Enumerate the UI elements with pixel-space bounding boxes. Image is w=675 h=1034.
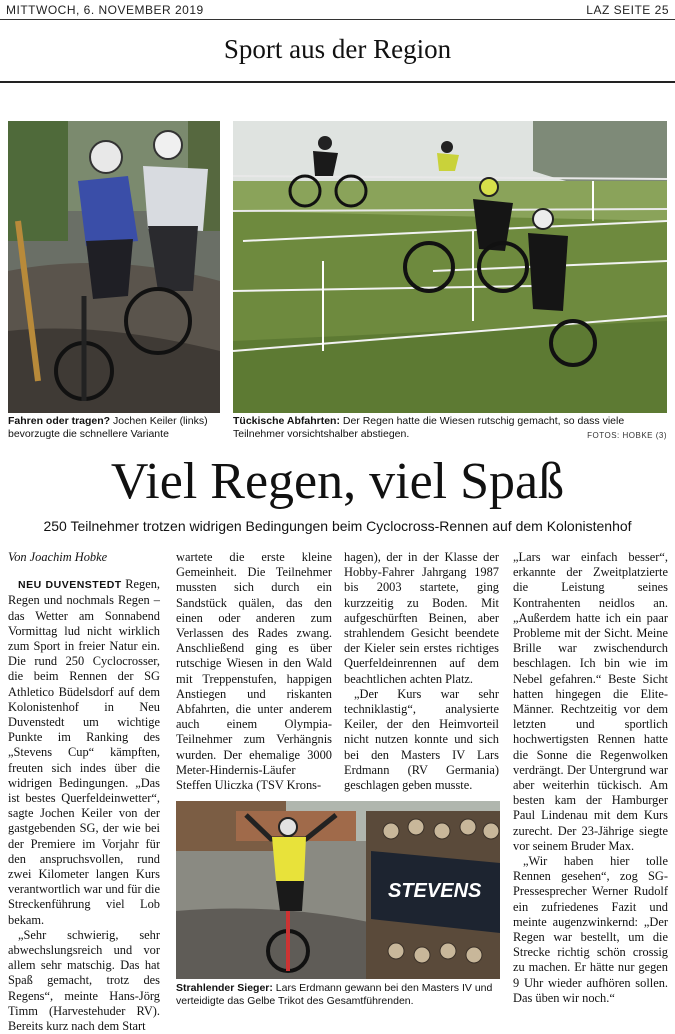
caption-text: Der Regen hatte die Wiesen rutschig gemacht, so dass viele Teilnehmer vorsichtshalber abstiegen. — [233, 415, 625, 440]
banner-text: STEVENS — [388, 880, 482, 902]
issue-date: MITTWOCH, 6. NOVEMBER 2019 — [6, 3, 204, 17]
paragraph: wartete die erste kleine Gemeinheit. Die Teilnehmer mussten sich durch ein Sandstück quälen, das den einen oder anderen zum Verlassen des Rades zwang. Anschließend ging es über rutschige Wiesen in den Wald mit Treppenstufen, happigen Anstiegen und riskanten Abfahrten, die unter anderem auch einem Olympia-Teilnehmer zum Verhängnis wurden. Der ehemalige 3000 Meter-Hindernis-Läufer Steffen Uliczka (TSV Krons- — [176, 550, 332, 793]
caption-bold: Tückische Abfahrten: — [233, 415, 340, 427]
photo-riders-mud — [8, 121, 220, 413]
article-column-2 — [176, 550, 332, 793]
paragraph-text: Regen, Regen und nochmals Regen – das Wetter am Sonnabend Vormittag lud nicht wirklich zum Sport in freier Natur ein. Die rund 250 Cyclocrosser, die beim Rennen der SG Athletico Büdelsdorf auf dem Kolonistenhof in Neu Duvenstedt um wichtige Punkte im Ranking des „Stevens Cup“ kämpften, freuten sich indes über die widrigen Bedingungen. „Das ist bestes Querfeldeinwetter“, sagte Jochen Keiler von der gastgebenden SG, der wie bei der Premiere im Vorjahr für den anspruchsvollen, rund zwei Kilometer langen Kurs verantwortlich war und für die Streckenführung viel Lob bekam. — [8, 577, 160, 927]
caption-text: Jochen Keiler (links) bevorzugte die schnellere Variante — [8, 415, 208, 440]
page-number: LAZ SEITE 25 — [586, 3, 669, 17]
article-column-1 — [8, 550, 160, 1034]
paragraph: „Sehr schwierig, sehr abwechslungsreich und vor allem sehr matschig. Das hat Spaß gemacht, trotz des Regens“, meinte Hans-Jörg Timm (Harvestehuder RV). Bereits kurz nach dem Start — [8, 927, 160, 1034]
paragraph: „Der Kurs war sehr techniklastig“, analysierte Keiler, der den Heimvorteil nicht nutzen konnte und sich bei den Masters IV Lars Erdmann (RV Germania) geschlagen geben musste. — [344, 686, 499, 793]
header-rule — [0, 19, 675, 20]
caption-bold: Strahlender Sieger: — [176, 982, 273, 994]
paragraph: „Wir haben hier tolle Rennen gesehen“, zog SG-Pressesprecher Werner Rudolf ein zufriedenes Fazit und meinte augenzwinkernd: „Der Regen war bestellt, um die Strecke richtig schön crossig zu machen. Er hätte nur gegen 9 Uhr wieder aufhören sollen. Das üben wir noch.“ — [513, 854, 668, 1005]
caption-bold: Fahren oder tragen? — [8, 415, 111, 427]
photo-winner — [176, 801, 500, 979]
photo-credit: FOTOS: HOBKE (3) — [587, 431, 667, 440]
paragraph — [8, 577, 160, 928]
author-byline: Von Joachim Hobke — [8, 550, 108, 564]
section-title: Sport aus der Region — [223, 34, 452, 64]
photo-caption-bottom — [176, 982, 502, 1008]
article-column-4 — [513, 550, 668, 1006]
photo-riders-meadow — [233, 121, 667, 413]
article-headline: Viel Regen, viel Spaß — [110, 453, 565, 510]
page-header — [0, 0, 675, 20]
paragraph: „Lars war einfach besser“, erkannte der Zweitplatzierte die Leistung seines Kontrahenten neidlos an. „Außerdem hatte ich ein paar Probleme mit der Sicht. Meine Brille war zwischendurch beschlagen. Ich bin wie im Nebel gefahren.“ Beste Sicht hatten hingegen die Elite-Männer. Rechtzeitig vor dem letzten und sportlich hochwertigsten Rennen hatte die Sonne die Regenwolken verdrängt. Der Untergrund war aber weiterhin tückisch. Am besten kam der Hamburger Paul Lindenau mit dem Kurs zurecht. Der 23-Jährige siegte vor seinem Bruder Max. — [513, 550, 668, 853]
article-subheadline: 250 Teilnehmer trotzen widrigen Bedingungen beim Cyclocross-Rennen auf dem Kolonistenhof — [43, 518, 632, 534]
photo-caption-left — [8, 415, 223, 441]
article-column-3 — [344, 550, 499, 793]
dateline: NEU DUVENSTEDT — [18, 579, 122, 592]
caption-text: Lars Erdmann gewann bei den Masters IV und verteidigte das Gelbe Trikot des Gesamtführenden. — [176, 982, 493, 1007]
paragraph: hagen), der in der Klasse der Hobby-Fahrer Jahrgang 1987 bis 2003 startete, ging kurzzeitig zu Boden. Mit aufgeschürften Beinen, aber strahlendem Gesicht beendete der Kieler sein erstes richtiges Querfeldeinrennen auf dem beachtlichen achten Platz. — [344, 550, 499, 686]
section-rule — [0, 81, 675, 83]
